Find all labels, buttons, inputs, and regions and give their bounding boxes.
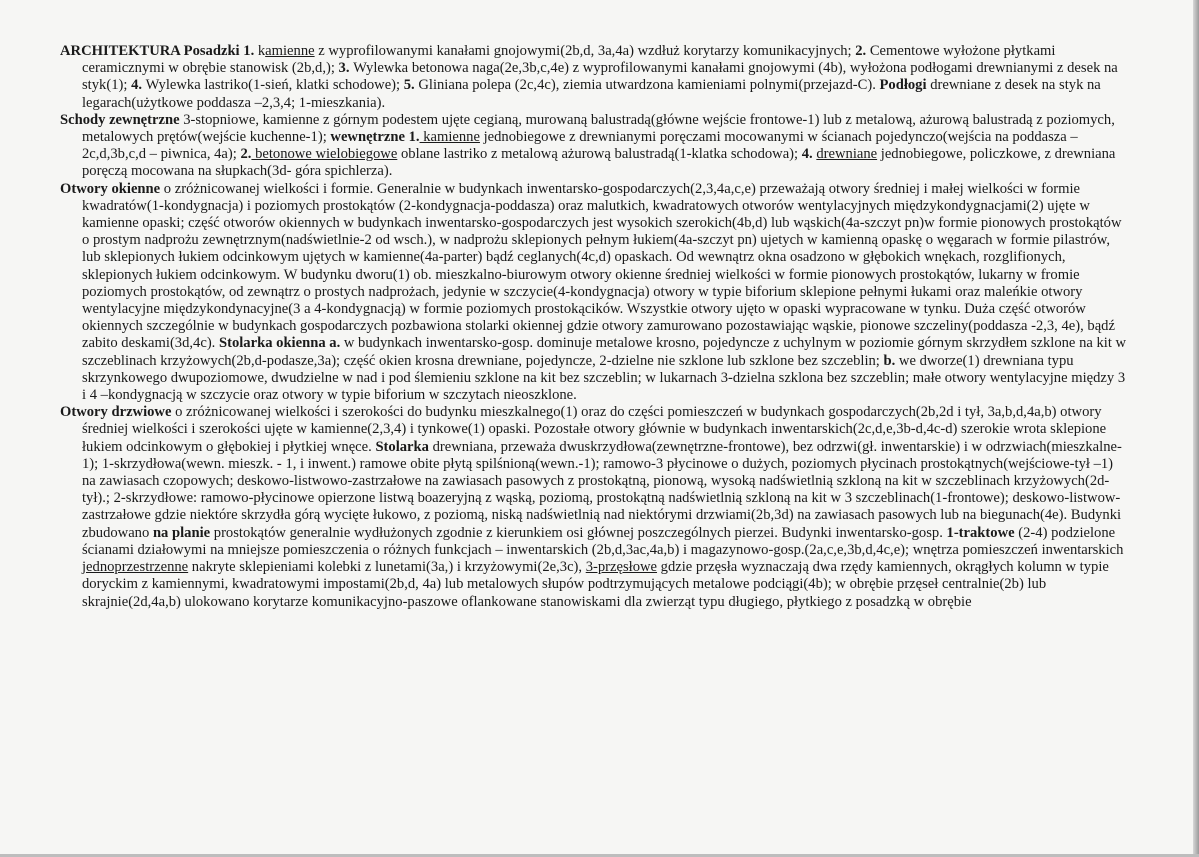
bold-run: ARCHITEKTURA Posadzki: [60, 43, 244, 59]
underlined-run: drewniane: [816, 146, 878, 163]
bold-run: Stolarka: [375, 438, 433, 455]
paragraph-otwory-drzwiowe: [60, 404, 1128, 610]
bold-run: 5.: [403, 77, 419, 94]
bold-run: Stolarka okienna a.: [218, 335, 341, 352]
bold-run: Otwory okienne: [60, 180, 164, 197]
text-run: 3-stopniowe, kamienne z górnym podestem ujęte cegianą, murowaną balustradą(główne wejście frontowe-1) lub z metalową, ażurową balustradą z poziomych, metalowych prętów(wejście kuchenne-1);: [82, 111, 1115, 146]
bold-run: 2.: [240, 146, 252, 163]
bold-run: 4.: [131, 77, 146, 94]
underlined-run: betonowe wielobiegowe: [251, 146, 398, 163]
underlined-run: kamienne: [419, 129, 480, 146]
bold-run: Podłogi: [879, 77, 931, 94]
text-run: k: [257, 43, 266, 59]
underlined-run: 3-przęsłowe: [585, 559, 658, 576]
bold-run: 1.: [243, 43, 258, 59]
text-run: (2-4) podzielone ścianami działowymi na mniejsze pomieszczenia o różnych funkcjach – inwentarskich (2b,d,3ac,4a,b) i magazynowo-gosp.(2a,c,e,3b,d,4c,e); wnętrza pomieszczeń inwentarskich: [82, 524, 1124, 558]
text-run: prostokątów generalnie wydłużonych zgodnie z kierunkiem osi głównej poszczególnych pierzei. Budynki inwentarsko-gosp.: [213, 524, 947, 541]
text-run: o zróżnicowanej wielkości i szerokości do budynku mieszkalnego(1) oraz do części pomieszczeń w budynkach gospodarczych(2b,2d i tył, 3a,b,d,4a,b) otwory średniej wielkości i szerokości ujęte w kamienne(2,3,4) i tynkowe(1) opaski. Pozostałe otwory głównie w budynkach inwentarskich(2c,d,e,3b-d,4c-d) szerokie wrota sklepione łukiem odcinkowym o głębokiej i płytkiej wnęce.: [82, 404, 1107, 455]
text-run: gdzie przęsła wyznaczają dwa rzędy kamiennych, okrągłych kolumn w typie doryckim z kamiennymi, kwadratowymi impostami(2b,d, 4a) lub metalowych słupów podtrzymujących metalowe podciągi(4b); w obrębie przęseł centralnie(2b) lub skrajnie(2d,4a,b) ulokowano korytarze komunikacyjno-paszowe oflankowane stanowiskami dla zwierząt typu długiego, płytkiego z posadzką w obrębie: [82, 559, 1109, 610]
paragraph-posadzki: [60, 43, 1128, 112]
text-run: Wylewka lastriko(1-sień, klatki schodowe);: [145, 77, 404, 94]
text-run: jednobiegowe z drewnianymi poręczami mocowanymi w ścianach pojedynczo(wejścia na poddasza –2c,d,3b,c,d – piwnica, 4a);: [82, 129, 1078, 163]
text-run: Cementowe wyłożone płytkami ceramicznymi w obrębie stanowisk (2b,d,);: [82, 43, 1056, 77]
underlined-run: amienne: [265, 43, 315, 59]
scan-edge-right: [1193, 0, 1199, 857]
text-run: nakryte sklepieniami kolebki z lunetami(3a,) i krzyżowymi(2e,3c),: [188, 559, 586, 576]
text-run: z wyprofilowanymi kanałami gnojowymi(2b,d, 3a,4a) wzdłuż korytarzy komunikacyjnych;: [314, 43, 856, 59]
text-run: o zróżnicowanej wielkości i formie. Generalnie w budynkach inwentarsko-gospodarczych(2,3,4a,c,e) przeważają otwory średniej i małej wielkości w formie kwadratów(1-kondygnacja) i poziomych prostokątów (2-kondygnacja-poddasza) oraz malutkich, kwadratowych otworów wentylacyjnych międzykondygnacjami(2) ujęte w kamienne opaski; część otworów okiennych w budynkach inwentarsko-gospodarczych jest wysokich szerokich(4b,d) lub wąskich(4a-szczyt pn)w formie pionowych prostokątów o prostym nadprożu zewnętrznym(nadświetlnie-2 od wsch.), w nadprożu sklepionych pełnym łukiem(4a-szczyt pn) ujetych w kamienną opaskę o węgarach w formie pilastrów, lub sklepionych łukiem odcinkowym ujętych w kamienne(4a-parter) bądź ceglanych(4c,d) opaskach. Od wewnątrz okna osadzono w głębokich wnękach, rozglifionych, sklepionych łukiem odcinkowym. W budynku dworu(1) ob. mieszkalno-biurowym otwory okienne średniej wielkości w formie pionowych prostokątów, lukarny w fromie poziomych prostokątów, od zewnątrz o prostych nadprożach, jedynie w szczycie(4-kondygnacja) otwory w typie biforium sklepione pełnymi łukami oraz maleńkie otwory wentylacyjne międzykondynacyjne(3 a 4-kondygnacją) w formie poziomych prostokącików. Wszystkie otwory ujęto w opaski wypracowane w tynku. Duża część otworów okiennych szczególnie w budynkach gospodarczych pozbawiona stolarki okiennej gdzie otwory zamurowano pozostawiając wąskie, pionowe szczeliny(poddasza -2,3, 4e), bądź zabito deskami(3d,4c).: [82, 180, 1122, 352]
text-run: Gliniana polepa (2c,4c), ziemia utwardzona kamieniami polnymi(przejazd-C).: [418, 77, 880, 94]
paragraph-otwory-okienne: [60, 181, 1128, 405]
text-run: w budynkach inwentarsko-gosp. dominuje metalowe krosno, pojedyncze z uchylnym w poziomie górnym skrzydłem szklone na kit w szczeblinach krzyżowych(2b,d-podasze,3a); część okien krosna drewniane, pojedyncze, 2-dzielne nie szklone lub szklone bez szczeblin;: [82, 335, 1127, 369]
bold-run: 1-traktowe: [946, 524, 1019, 541]
underlined-run: jednoprzestrzenne: [82, 559, 189, 576]
text-run: drewniane z desek na styk na legarach(użytkowe poddasza –2,3,4; 1-mieszkania).: [82, 77, 1101, 111]
text-run: jednobiegowe, policzkowe, z drewniana poręczą mocowana na słupkach(3d- góra spichlerza).: [82, 146, 1116, 180]
document-body: [60, 43, 1128, 611]
bold-run: Otwory drzwiowe: [60, 404, 176, 421]
bold-run: 3.: [338, 60, 354, 77]
text-run: oblane lastriko z metalową ażurową balustradą(1-klatka schodowa);: [397, 146, 802, 163]
bold-run: 4.: [801, 146, 817, 163]
bold-run: wewnętrzne 1.: [330, 129, 420, 146]
text-run: Wylewka betonowa naga(2e,3b,c,4e) z wyprofilowanymi kanałami gnojowymi (4b), wyłożona podłogami drewnianymi z desek na styk(1);: [82, 60, 1118, 94]
text-run: we dworze(1) drewniana typu skrzynkowego dwupoziomowe, dwudzielne w nad i pod ślemieniu szklone na kit bez szczeblin; w lukarnach 3-dzielna szklona bez szczeblin; małe otwory wentylacyjne między 3 i 4 –kondygnacją w szczycie oraz otwory w typie biforium w szczytach nieoszklone.: [82, 352, 1126, 404]
bold-run: Schody zewnętrzne: [60, 111, 184, 128]
bold-run: 2.: [855, 43, 870, 59]
paragraph-schody: [60, 112, 1128, 181]
bold-run: b.: [883, 352, 896, 369]
text-run: drewniana, przeważa dwuskrzydłowa(zewnętrzne-frontowe), bez odrzwi(gł. inwentarskie) i w odrzwiach(mieszkalne-1); 1-skrzydłowa(wewn. mieszk. - 1, i inwent.) ramowe obite płytą spilśnioną(wewn.-1); ramowo-3 płycinowe o dużych, poziomych płycinach prostokątnych(wejściowe-tył –1) na zawiasach czopowych; deskowo-listwowo-zastrzałowe na zawiasach pasowych z prostokątną, pionową, wysoką nadświetlnią szkloną na kit w szczeblinach krzyżowych(2d-tył).; 2-skrzydłowe: ramowo-płycinowe opierzone listwą boazeryjną z wąską, poziomą, prostokątną nadświetlnią szkloną na kit w 3 szczeblinach(1-frontowe); deskowo-listwow-zastrzałowe gdzie niektóre skrzydła górą wycięte łukowo, z poziomą, niską nadświetlnią nad niektórymi drzwiami(2b,3d) na zawiasach pasowych lub na biegunach(4e). Budynki zbudowano: [82, 438, 1122, 541]
bold-run: na planie: [152, 524, 214, 541]
